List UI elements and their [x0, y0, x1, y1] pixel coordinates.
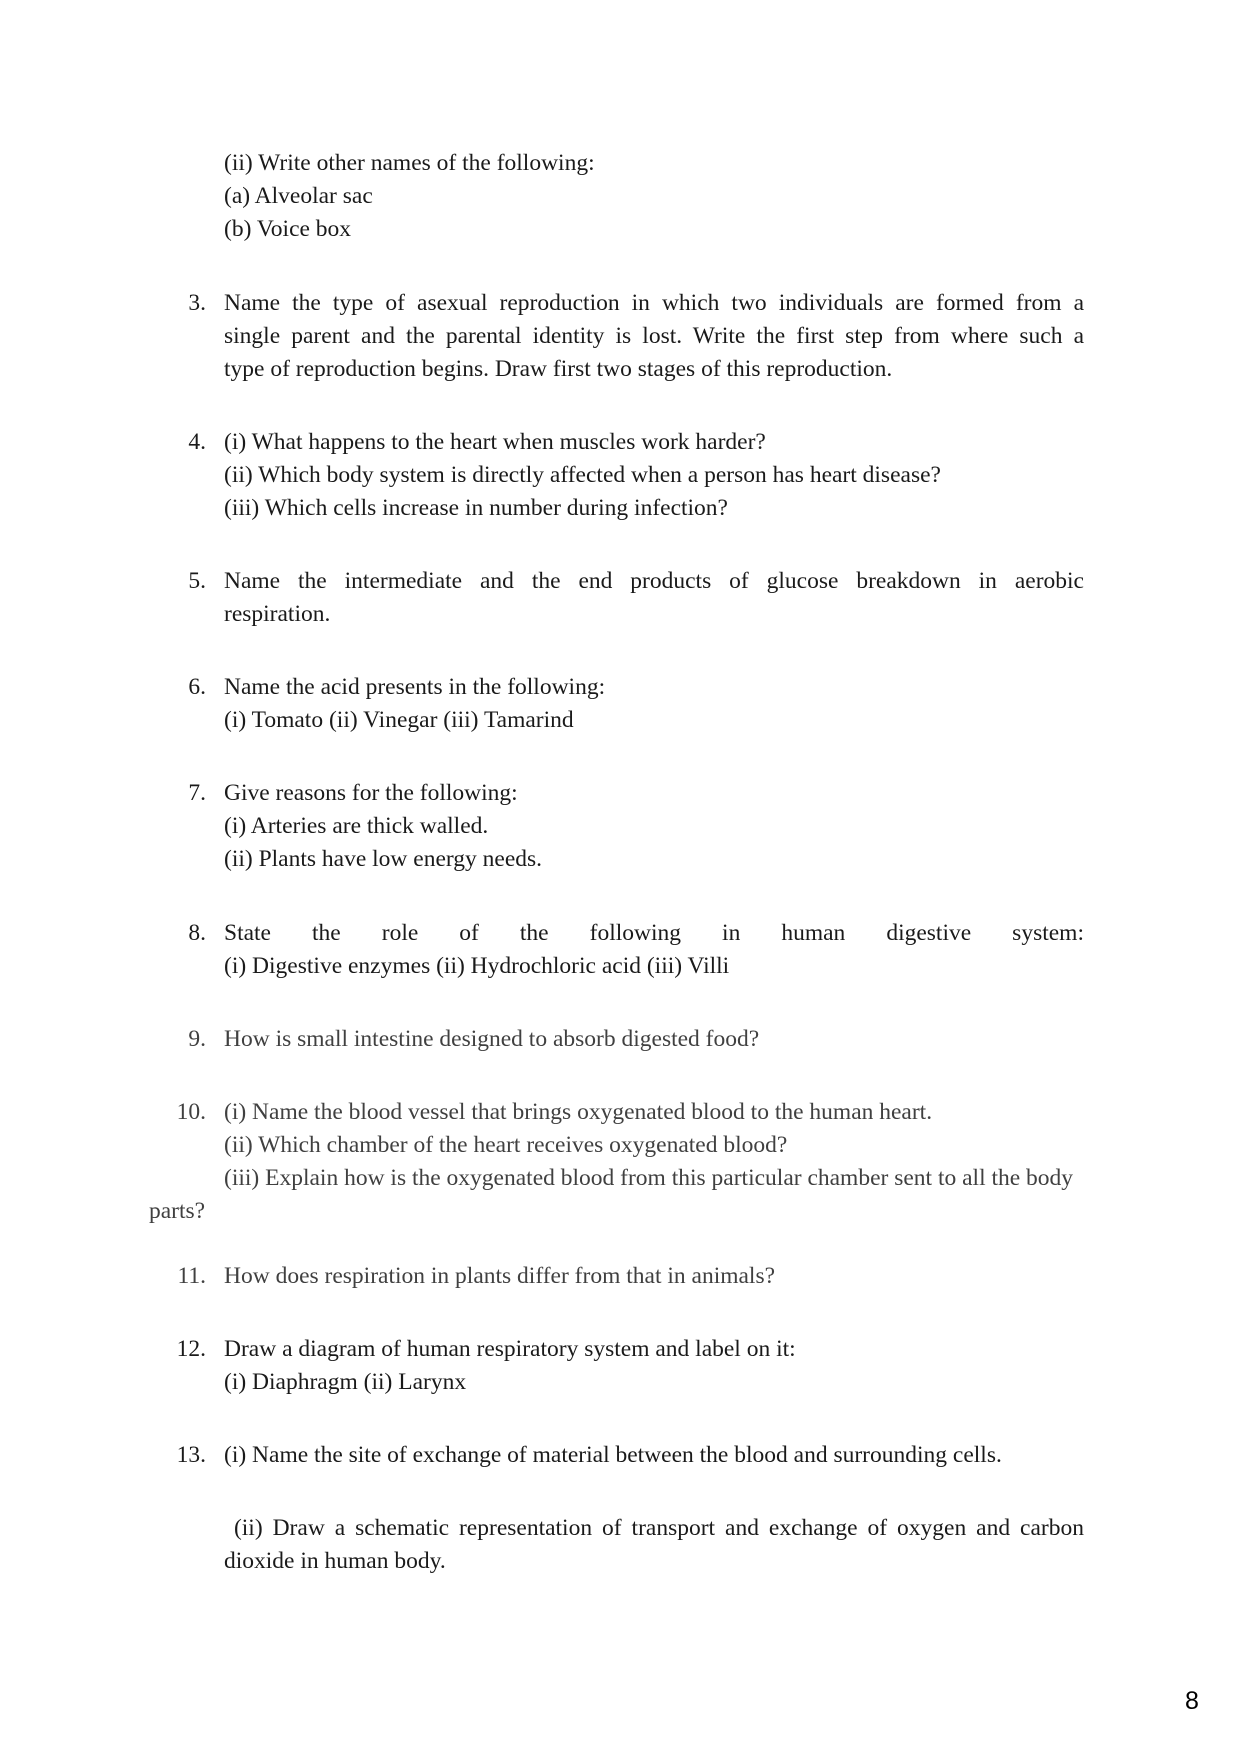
q13-line-3: dioxide in human body.	[224, 1548, 446, 1574]
q3-line-3: type of reproduction begins. Draw first two stages of this reproduction.	[224, 356, 893, 382]
q10-line-1: (i) Name the blood vessel that brings oxygenated blood to the human heart.	[224, 1099, 933, 1125]
q3-line-2: single parent and the parental identity is lost. Write the first step from where such a	[224, 323, 1084, 349]
q5-line-2: respiration.	[224, 601, 331, 627]
page-number: 8	[1185, 1687, 1199, 1715]
q10-line-4: parts?	[149, 1198, 206, 1224]
q13-line-1: (i) Name the site of exchange of material between the blood and surrounding cells.	[224, 1442, 1002, 1468]
q11-line-1: How does respiration in plants differ from that in animals?	[224, 1263, 776, 1289]
q2-line-1: (ii) Write other names of the following:	[224, 150, 595, 176]
q5-number: 5.	[188, 568, 206, 594]
q9-number: 9.	[188, 1026, 206, 1052]
q4-number: 4.	[188, 429, 206, 455]
q8-line-1: State the role of the following in human digestive system:	[224, 920, 1084, 946]
q4-line-1: (i) What happens to the heart when muscles work harder?	[224, 429, 766, 455]
q4-line-3: (iii) Which cells increase in number during infection?	[224, 495, 728, 521]
q6-line-2: (i) Tomato (ii) Vinegar (iii) Tamarind	[224, 707, 574, 733]
q13-number: 13.	[176, 1442, 206, 1468]
q10-number: 10.	[176, 1099, 206, 1125]
q5-line-1: Name the intermediate and the end products of glucose breakdown in aerobic	[224, 568, 1084, 594]
q12-line-1: Draw a diagram of human respiratory system and label on it:	[224, 1336, 796, 1362]
q7-line-1: Give reasons for the following:	[224, 780, 518, 806]
q13-line-2: (ii) Draw a schematic representation of transport and exchange of oxygen and carbon	[224, 1515, 1084, 1541]
q7-line-3: (ii) Plants have low energy needs.	[224, 846, 543, 872]
q2-line-3: (b) Voice box	[224, 216, 352, 242]
q11-number: 11.	[177, 1263, 206, 1289]
q3-number: 3.	[188, 290, 206, 316]
q10-line-3: (iii) Explain how is the oxygenated blood from this particular chamber sent to all the body	[224, 1165, 1074, 1191]
q6-line-1: Name the acid presents in the following:	[224, 674, 606, 700]
q12-line-2: (i) Diaphragm (ii) Larynx	[224, 1369, 467, 1395]
q7-number: 7.	[188, 780, 206, 806]
q6-number: 6.	[188, 674, 206, 700]
q7-line-2: (i) Arteries are thick walled.	[224, 813, 489, 839]
q4-line-2: (ii) Which body system is directly affected when a person has heart disease?	[224, 462, 941, 488]
q8-line-2: (i) Digestive enzymes (ii) Hydrochloric acid (iii) Villi	[224, 953, 730, 979]
q9-line-1: How is small intestine designed to absorb digested food?	[224, 1026, 760, 1052]
q2-line-2: (a) Alveolar sac	[224, 183, 373, 209]
q8-number: 8.	[188, 920, 206, 946]
q3-line-1: Name the type of asexual reproduction in which two individuals are formed from a	[224, 290, 1084, 316]
q12-number: 12.	[176, 1336, 206, 1362]
q10-line-2: (ii) Which chamber of the heart receives oxygenated blood?	[224, 1132, 788, 1158]
